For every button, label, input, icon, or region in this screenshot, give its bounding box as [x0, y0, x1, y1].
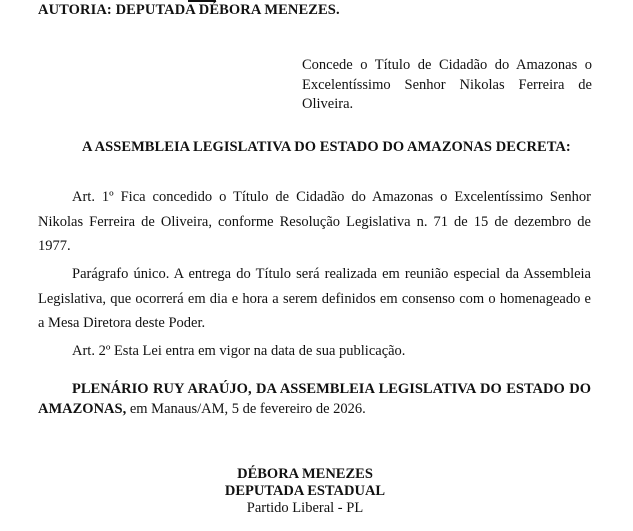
signer-role: DEPUTADA ESTADUAL	[224, 483, 386, 499]
closing-bold-text: PLENÁRIO RUY ARAÚJO, DA ASSEMBLEIA LEGISLATIVA DO ESTADO DO AMAZONAS,	[38, 381, 591, 417]
signer-name: DÉBORA MENEZES	[237, 466, 373, 482]
paragraph-unico: Parágrafo único. A entrega do Título será realizada em reunião especial da Assembleia Legislativa, que ocorrerá em dia e hora a serem definidos em consenso com o homenageado e a Mesa Diretora deste Poder.	[38, 266, 591, 331]
decree-heading: A ASSEMBLEIA LEGISLATIVA DO ESTADO DO AMAZONAS DECRETA:	[82, 139, 571, 155]
signer-party: Partido Liberal - PL	[246, 500, 364, 516]
authorship-line: AUTORIA: DEPUTADA DÉBORA MENEZES.	[38, 2, 340, 18]
ementa-paragraph: Concede o Título de Cidadão do Amazonas o Excelentíssimo Senhor Nikolas Ferreira de Oliveira.	[302, 57, 592, 112]
closing-date-text: em Manaus/AM, 5 de fevereiro de 2026.	[126, 400, 366, 417]
article-2: Art. 2º Esta Lei entra em vigor na data de sua publicação.	[72, 343, 406, 359]
signature-block	[0, 466, 610, 517]
closing-paragraph	[38, 380, 591, 419]
article-1: Art. 1º Fica concedido o Título de Cidadão do Amazonas o Excelentíssimo Senhor Nikolas Ferreira de Oliveira, conforme Resolução Legislativa n. 71 de 15 de dezembro de 1977.	[38, 189, 591, 254]
